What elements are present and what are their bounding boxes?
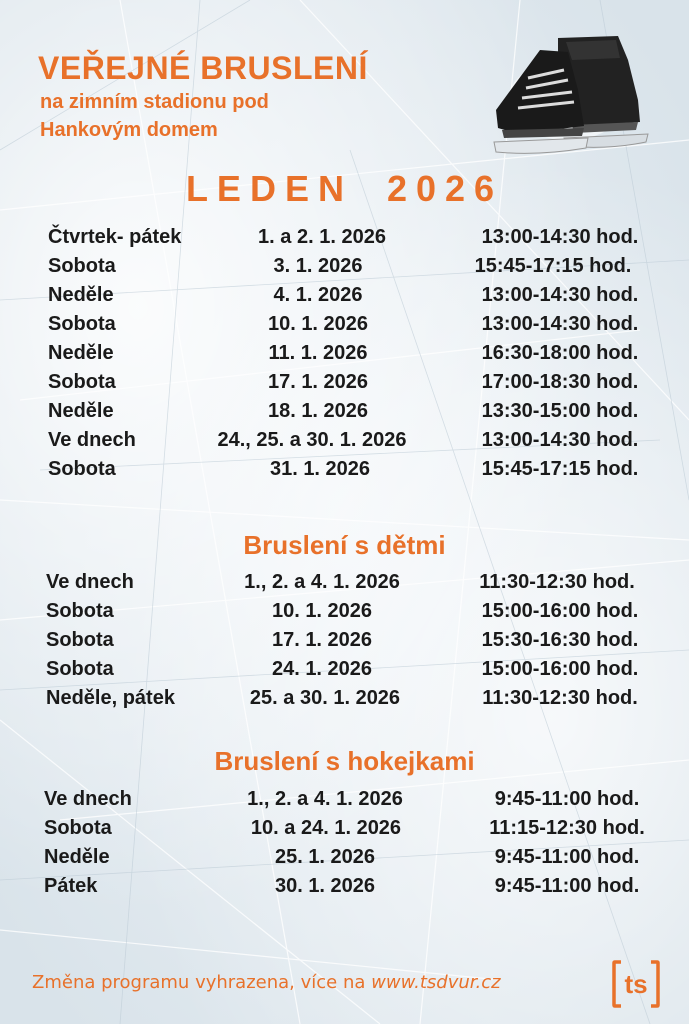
row-date: 25. 1. 2026 (274, 846, 376, 868)
ice-skate-icon (488, 30, 658, 158)
row-day: Sobota (46, 658, 114, 680)
row-date: 17. 1. 2026 (271, 629, 373, 651)
row-time: 11:30-12:30 hod. (479, 571, 635, 593)
schedule-row (0, 788, 689, 817)
row-day: Sobota (48, 313, 116, 335)
row-date: 25. a 30. 1. 2026 (249, 687, 401, 709)
row-time: 9:45-11:00 hod. (494, 846, 640, 868)
row-day: Čtvrtek- pátek (48, 226, 182, 248)
row-time: 13:00-14:30 hod. (481, 284, 639, 306)
row-day: Sobota (46, 600, 114, 622)
schedule-row (0, 875, 689, 904)
row-date: 3. 1. 2026 (273, 255, 363, 277)
row-time: 13:30-15:00 hod. (481, 400, 639, 422)
page-title: VEŘEJNÉ BRUSLENÍ (38, 50, 368, 86)
logo-text: ts (624, 969, 648, 999)
schedule-row (0, 687, 689, 716)
row-day: Neděle (48, 400, 114, 422)
schedule-row (0, 342, 689, 371)
row-day: Ve dnech (48, 429, 136, 451)
row-day: Sobota (44, 817, 112, 839)
schedule-row (0, 458, 689, 487)
row-date: 18. 1. 2026 (267, 400, 369, 422)
subtitle-line-1: na zimním stadionu pod (40, 91, 269, 113)
row-time: 16:30-18:00 hod. (481, 342, 639, 364)
schedule-row (0, 658, 689, 687)
row-time: 15:00-16:00 hod. (481, 658, 639, 680)
schedule-row (0, 629, 689, 658)
row-day: Neděle (48, 284, 114, 306)
row-date: 30. 1. 2026 (274, 875, 376, 897)
footer-text: Změna programu vyhrazena, více na (32, 972, 372, 993)
row-time: 15:30-16:30 hod. (481, 629, 639, 651)
row-date: 24., 25. a 30. 1. 2026 (217, 429, 407, 451)
row-time: 15:00-16:00 hod. (481, 600, 639, 622)
row-date: 31. 1. 2026 (269, 458, 371, 480)
schedule-row (0, 429, 689, 458)
schedule-row (0, 817, 689, 846)
row-date: 10. 1. 2026 (267, 313, 369, 335)
row-day: Pátek (44, 875, 98, 897)
row-date: 1., 2. a 4. 1. 2026 (244, 571, 400, 593)
row-time: 13:00-14:30 hod. (481, 429, 639, 451)
website-link[interactable]: www.tsdvur.cz (371, 972, 501, 993)
schedule-row (0, 571, 689, 600)
row-day: Ve dnech (46, 571, 134, 593)
section-heading-kids: Bruslení s dětmi (243, 530, 446, 560)
row-day: Ve dnech (44, 788, 132, 810)
month-year: 2026 (386, 168, 504, 209)
row-time: 11:30-12:30 hod. (482, 687, 638, 709)
row-date: 10. a 24. 1. 2026 (250, 817, 402, 839)
month-name: LEDEN (185, 168, 353, 209)
row-date: 11. 1. 2026 (268, 342, 368, 364)
row-date: 24. 1. 2026 (271, 658, 373, 680)
row-date: 4. 1. 2026 (273, 284, 363, 306)
schedule-row (0, 600, 689, 629)
row-day: Sobota (48, 255, 116, 277)
row-time: 15:45-17:15 hod. (481, 458, 639, 480)
row-day: Neděle (44, 846, 110, 868)
row-date: 1. a 2. 1. 2026 (258, 226, 386, 248)
schedule-row (0, 255, 689, 284)
schedule-row (0, 371, 689, 400)
row-day: Sobota (46, 629, 114, 651)
row-time: 17:00-18:30 hod. (481, 371, 639, 393)
subtitle-line-2: Hankovým domem (40, 119, 218, 141)
row-time: 15:45-17:15 hod. (474, 255, 632, 277)
schedule-row (0, 846, 689, 875)
row-date: 1., 2. a 4. 1. 2026 (247, 788, 403, 810)
row-time: 9:45-11:00 hod. (494, 788, 640, 810)
row-day: Neděle, pátek (46, 687, 175, 709)
ts-logo-icon (611, 959, 661, 1009)
schedule-row (0, 284, 689, 313)
row-day: Neděle (48, 342, 114, 364)
schedule-row (0, 313, 689, 342)
row-time: 9:45-11:00 hod. (494, 875, 640, 897)
section-heading-hockey: Bruslení s hokejkami (214, 746, 475, 776)
footer-note (32, 972, 501, 993)
row-day: Sobota (48, 371, 116, 393)
row-date: 17. 1. 2026 (267, 371, 369, 393)
row-time: 11:15-12:30 hod. (489, 817, 645, 839)
row-time: 13:00-14:30 hod. (481, 226, 639, 248)
row-date: 10. 1. 2026 (271, 600, 373, 622)
row-day: Sobota (48, 458, 116, 480)
row-time: 13:00-14:30 hod. (481, 313, 639, 335)
month-heading (0, 168, 689, 210)
schedule-row (0, 400, 689, 429)
schedule-row (0, 226, 689, 255)
